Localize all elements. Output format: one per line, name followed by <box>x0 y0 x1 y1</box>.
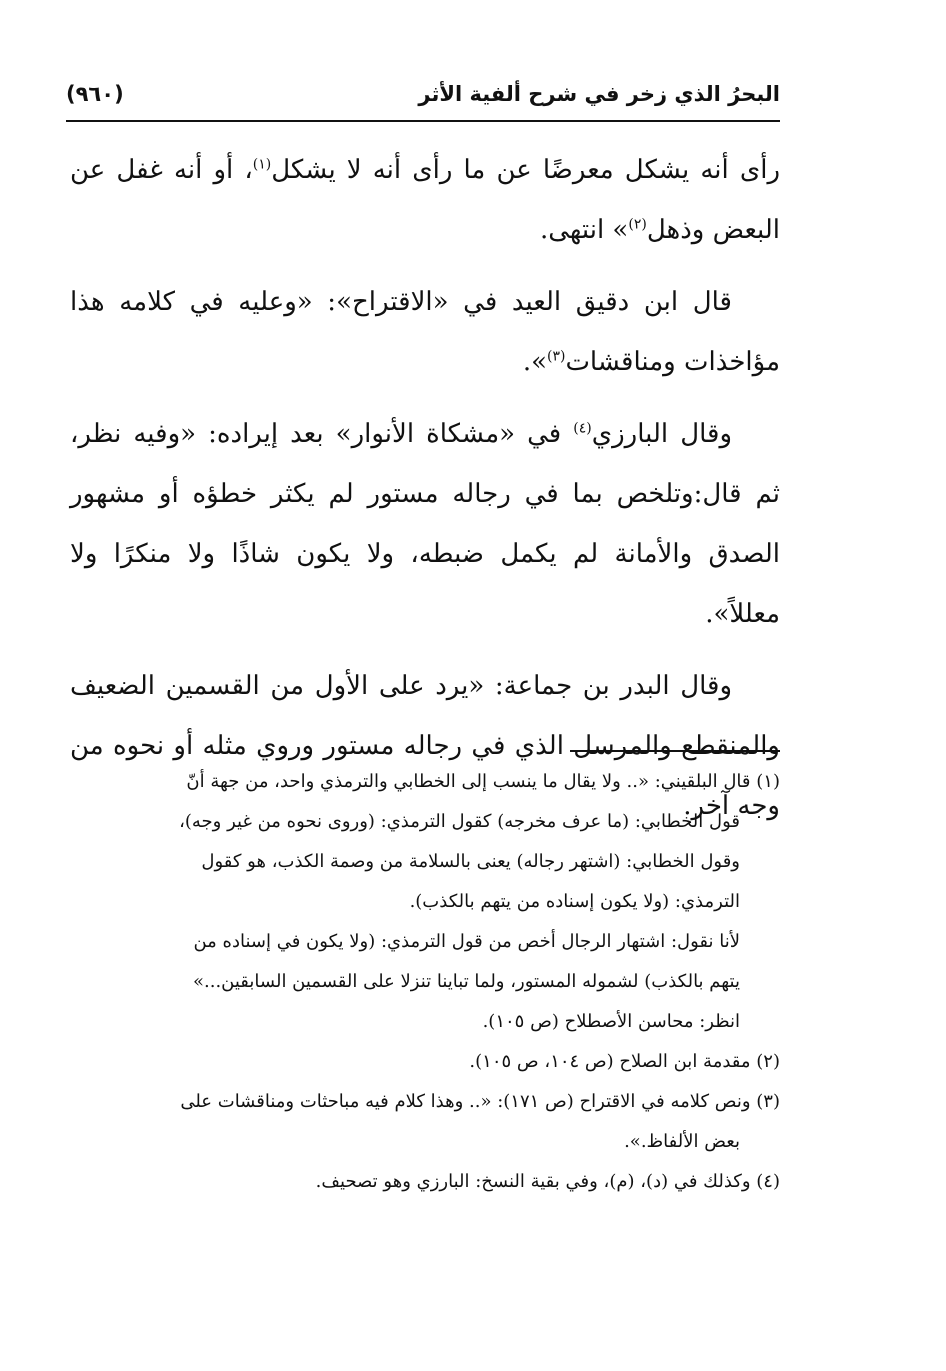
main-text <box>70 140 780 848</box>
paragraph-3 <box>70 404 780 644</box>
footnote-1-text-1: قال البلقيني: «.. ولا يقال ما ينسب إلى الخطابي والترمذي واحد، من جهة أنّ <box>186 771 751 792</box>
footnotes <box>70 762 780 1202</box>
paragraph-1-part-c: » انتهى. <box>539 215 629 245</box>
footnote-1-line-5: لأنا نقول: اشتهار الرجال أخص من قول الترمذي: (ولا يكون في إسناده من <box>193 931 740 952</box>
footnote-3-line-2: بعض الألفاظ.». <box>624 1131 740 1152</box>
paragraph-1 <box>70 140 780 260</box>
footnote-2-number: (٢) <box>756 1051 780 1072</box>
footnote-2 <box>70 1042 780 1082</box>
footnote-4 <box>70 1162 780 1202</box>
footnote-ref-1: (١) <box>252 156 272 173</box>
footnote-4-text: وكذلك في (د)، (م)، وفي بقية النسخ: البارزي وهو تصحيف. <box>315 1171 751 1192</box>
footnote-3-line-1 <box>70 1082 780 1122</box>
footnote-3-number: (٣) <box>756 1091 780 1112</box>
footnote-4-number: (٤) <box>756 1171 780 1192</box>
footnote-ref-4: (٤) <box>573 420 592 437</box>
footnote-1-line-2: قول الخطابي: (ما عرف مخرجه) كقول الترمذي: (وروى نحوه من غير وجه)، <box>179 811 740 832</box>
footnote-1-line-1 <box>70 762 780 802</box>
paragraph-3-part-a: وقال البارزي <box>591 419 733 449</box>
paragraph-2-part-b: ». <box>522 347 547 377</box>
paragraph-1-part-a: رأى أنه يشكل معرضًا عن ما رأى أنه لا يشكل <box>271 155 780 185</box>
footnote-1-line-7: انظر: محاسن الأصطلاح (ص ١٠٥). <box>482 1011 740 1032</box>
footnote-3-text-1: ونص كلامه في الاقتراح (ص ١٧١): «.. وهذا كلام فيه مباحثات ومناقشات على <box>180 1091 751 1112</box>
footnote-1-line-3: وقول الخطابي: (اشتهر رجاله) يعنى بالسلامة من وصمة الكذب، هو كقول <box>201 851 740 872</box>
footnote-1-line-6: يتهم بالكذب) لشموله المستور، ولما تباينا تنزلا على القسمين السابقين...» <box>192 971 740 992</box>
paragraph-2 <box>70 272 780 392</box>
footnote-ref-3: (٣) <box>546 348 566 365</box>
running-title: البحرُ الذي زخر في شرح ألفية الأثر <box>418 82 780 106</box>
page-header <box>66 80 780 122</box>
footnote-1-line-4: الترمذي: (ولا يكون إسناده من يتهم بالكذب). <box>409 891 740 912</box>
footnote-2-text: مقدمة ابن الصلاح (ص ١٠٤، ص ١٠٥). <box>469 1051 751 1072</box>
page-number: (٩٦٠) <box>66 82 124 106</box>
footnote-1-number: (١) <box>756 771 780 792</box>
footnote-ref-2: (٢) <box>628 216 647 233</box>
paragraph-2-part-a: قال ابن دقيق العيد في «الاقتراح»: «وعليه في كلامه هذا مؤاخذات ومناقشات <box>70 287 780 377</box>
paragraph-1-part-b: ، أو أنه غفل عن البعض وذهل <box>70 155 780 245</box>
paragraph-3-part-b: في «مشكاة الأنوار» بعد إيراده: «وفيه نظر، ثم قال:وتلخص بما في رجاله مستور لم يكثر خطؤه أو مشهور الصدق والأمانة لم يكمل ضبطه، ولا يكون شاذًا ولا منكرًا ولا معللاً». <box>70 419 780 629</box>
paragraph-4: وقال البدر بن جماعة: «يرد على الأول من القسمين الضعيف والمنقطع والمرسل الذي في رجاله مستور وروي مثله أو نحوه من وجه آخر. <box>70 671 780 821</box>
footnote-separator <box>570 750 780 752</box>
